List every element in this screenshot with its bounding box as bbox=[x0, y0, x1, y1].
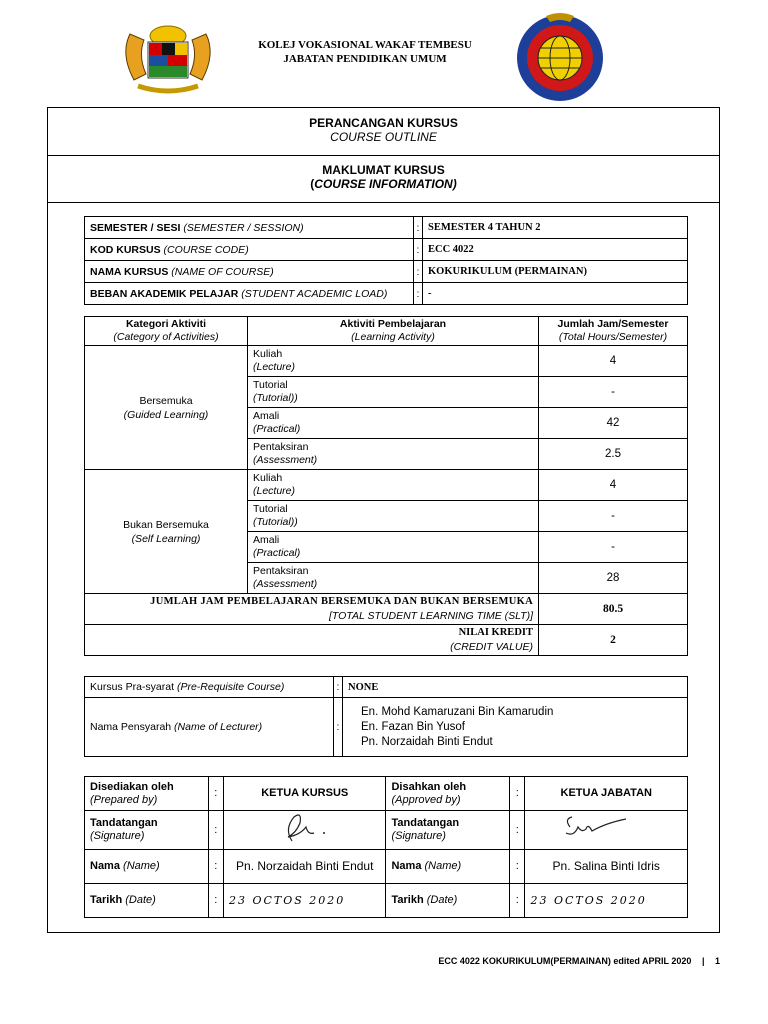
prepared-role: KETUA KURSUS bbox=[223, 777, 386, 811]
table-row: Amali (Practical) 42 bbox=[85, 408, 688, 439]
approved-name: Pn. Salina Binti Idris bbox=[525, 850, 688, 884]
prepared-date: 23 OCTOS 2020 bbox=[223, 884, 386, 918]
table-row: Tutorial (Tutorial)) - bbox=[85, 501, 688, 532]
table-row: KOD KURSUS (COURSE CODE) : ECC 4022 bbox=[85, 239, 688, 261]
semester-value: SEMESTER 4 TAHUN 2 bbox=[423, 217, 688, 239]
credit-value: 2 bbox=[539, 625, 688, 656]
total-row: JUMLAH JAM PEMBELAJARAN BERSEMUKA DAN BUKAN BERSEMUKA [TOTAL STUDENT LEARNING TIME (SLT)] 80.5 bbox=[85, 594, 688, 625]
approved-role: KETUA JABATAN bbox=[525, 777, 688, 811]
course-code-value: ECC 4022 bbox=[423, 239, 688, 261]
outline-subtitle: COURSE OUTLINE bbox=[330, 130, 437, 144]
table-row: Tutorial (Tutorial)) - bbox=[85, 377, 688, 408]
malaysia-coat-of-arms-logo bbox=[112, 14, 224, 98]
table-row: BEBAN AKADEMIK PELAJAR (STUDENT ACADEMIC LOAD) : - bbox=[85, 283, 688, 305]
prepared-signature bbox=[223, 811, 386, 850]
category-guided: Bersemuka (Guided Learning) bbox=[85, 346, 248, 470]
table-row: Tandatangan (Signature) : Tandatangan (Signature) : bbox=[85, 811, 688, 850]
table-row: Kursus Pra-syarat (Pre-Requisite Course) : NONE bbox=[85, 677, 688, 698]
table-row: Pentaksiran (Assessment) 2.5 bbox=[85, 439, 688, 470]
signature-table bbox=[84, 776, 688, 918]
department-name: JABATAN PENDIDIKAN UMUM bbox=[283, 53, 447, 65]
info-subtitle: COURSE INFORMATION) bbox=[314, 177, 457, 191]
page-number: 1 bbox=[714, 956, 720, 966]
course-info-table bbox=[84, 216, 688, 305]
table-row: SEMESTER / SESI (SEMESTER / SESSION) : SEMESTER 4 TAHUN 2 bbox=[85, 217, 688, 239]
prereq-value: NONE bbox=[343, 677, 688, 698]
table-row: Bukan Bersemuka (Self Learning) Kuliah (Lecture) 4 bbox=[85, 470, 688, 501]
learning-activity-table bbox=[84, 316, 688, 656]
total-hours-value: 80.5 bbox=[539, 594, 688, 625]
table-row: Nama Pensyarah (Name of Lecturer) : En. Mohd Kamaruzani Bin Kamarudin En. Fazan Bin Yusof Pn. Norzaidah Binti Endut bbox=[85, 698, 688, 757]
lecturer-table bbox=[84, 676, 688, 757]
footer-text: ECC 4022 KOKURIKULUM(PERMAINAN) edited APRIL 2020 bbox=[438, 956, 692, 966]
table-row: Bersemuka (Guided Learning) Kuliah (Lecture) 4 bbox=[85, 346, 688, 377]
prepared-name: Pn. Norzaidah Binti Endut bbox=[223, 850, 386, 884]
table-row: Nama (Name) : Pn. Norzaidah Binti Endut Nama (Name) : Pn. Salina Binti Idris bbox=[85, 850, 688, 884]
lecturer-names: En. Mohd Kamaruzani Bin Kamarudin En. Fazan Bin Yusof Pn. Norzaidah Binti Endut bbox=[343, 698, 688, 757]
college-logo bbox=[508, 8, 612, 104]
table-header-row: Kategori Aktiviti (Category of Activities) Aktiviti Pembelajaran (Learning Activity) Jumlah Jam/Semester (Total Hours/Semester) bbox=[85, 317, 688, 346]
approved-signature bbox=[525, 811, 688, 850]
academic-load-value: - bbox=[423, 283, 688, 305]
info-title: MAKLUMAT KURSUS bbox=[322, 163, 445, 177]
course-outline-frame: PERANCANGAN KURSUS COURSE OUTLINE MAKLUMAT KURSUS (COURSE INFORMATION) bbox=[47, 107, 720, 933]
table-row: Disediakan oleh (Prepared by) : KETUA KURSUS Disahkan oleh (Approved by) : KETUA JABATAN bbox=[85, 777, 688, 811]
category-self: Bukan Bersemuka (Self Learning) bbox=[85, 470, 248, 594]
table-row: Tarikh (Date) : 23 OCTOS 2020 Tarikh (Date) : 23 OCTOS 2020 bbox=[85, 884, 688, 918]
outline-title: PERANCANGAN KURSUS bbox=[309, 116, 458, 130]
table-row: Pentaksiran (Assessment) 28 bbox=[85, 563, 688, 594]
course-name-value: KOKURIKULUM (PERMAINAN) bbox=[423, 261, 688, 283]
table-row: Amali (Practical) - bbox=[85, 532, 688, 563]
table-row: NAMA KURSUS (NAME OF COURSE) : KOKURIKULUM (PERMAINAN) bbox=[85, 261, 688, 283]
approved-date: 23 OCTOS 2020 bbox=[525, 884, 688, 918]
institution-name: KOLEJ VOKASIONAL WAKAF TEMBESU bbox=[258, 39, 472, 51]
credit-row: NILAI KREDIT (CREDIT VALUE) 2 bbox=[85, 625, 688, 656]
page-footer: ECC 4022 KOKURIKULUM(PERMAINAN) edited APRIL 2020 | 1 bbox=[438, 956, 720, 966]
